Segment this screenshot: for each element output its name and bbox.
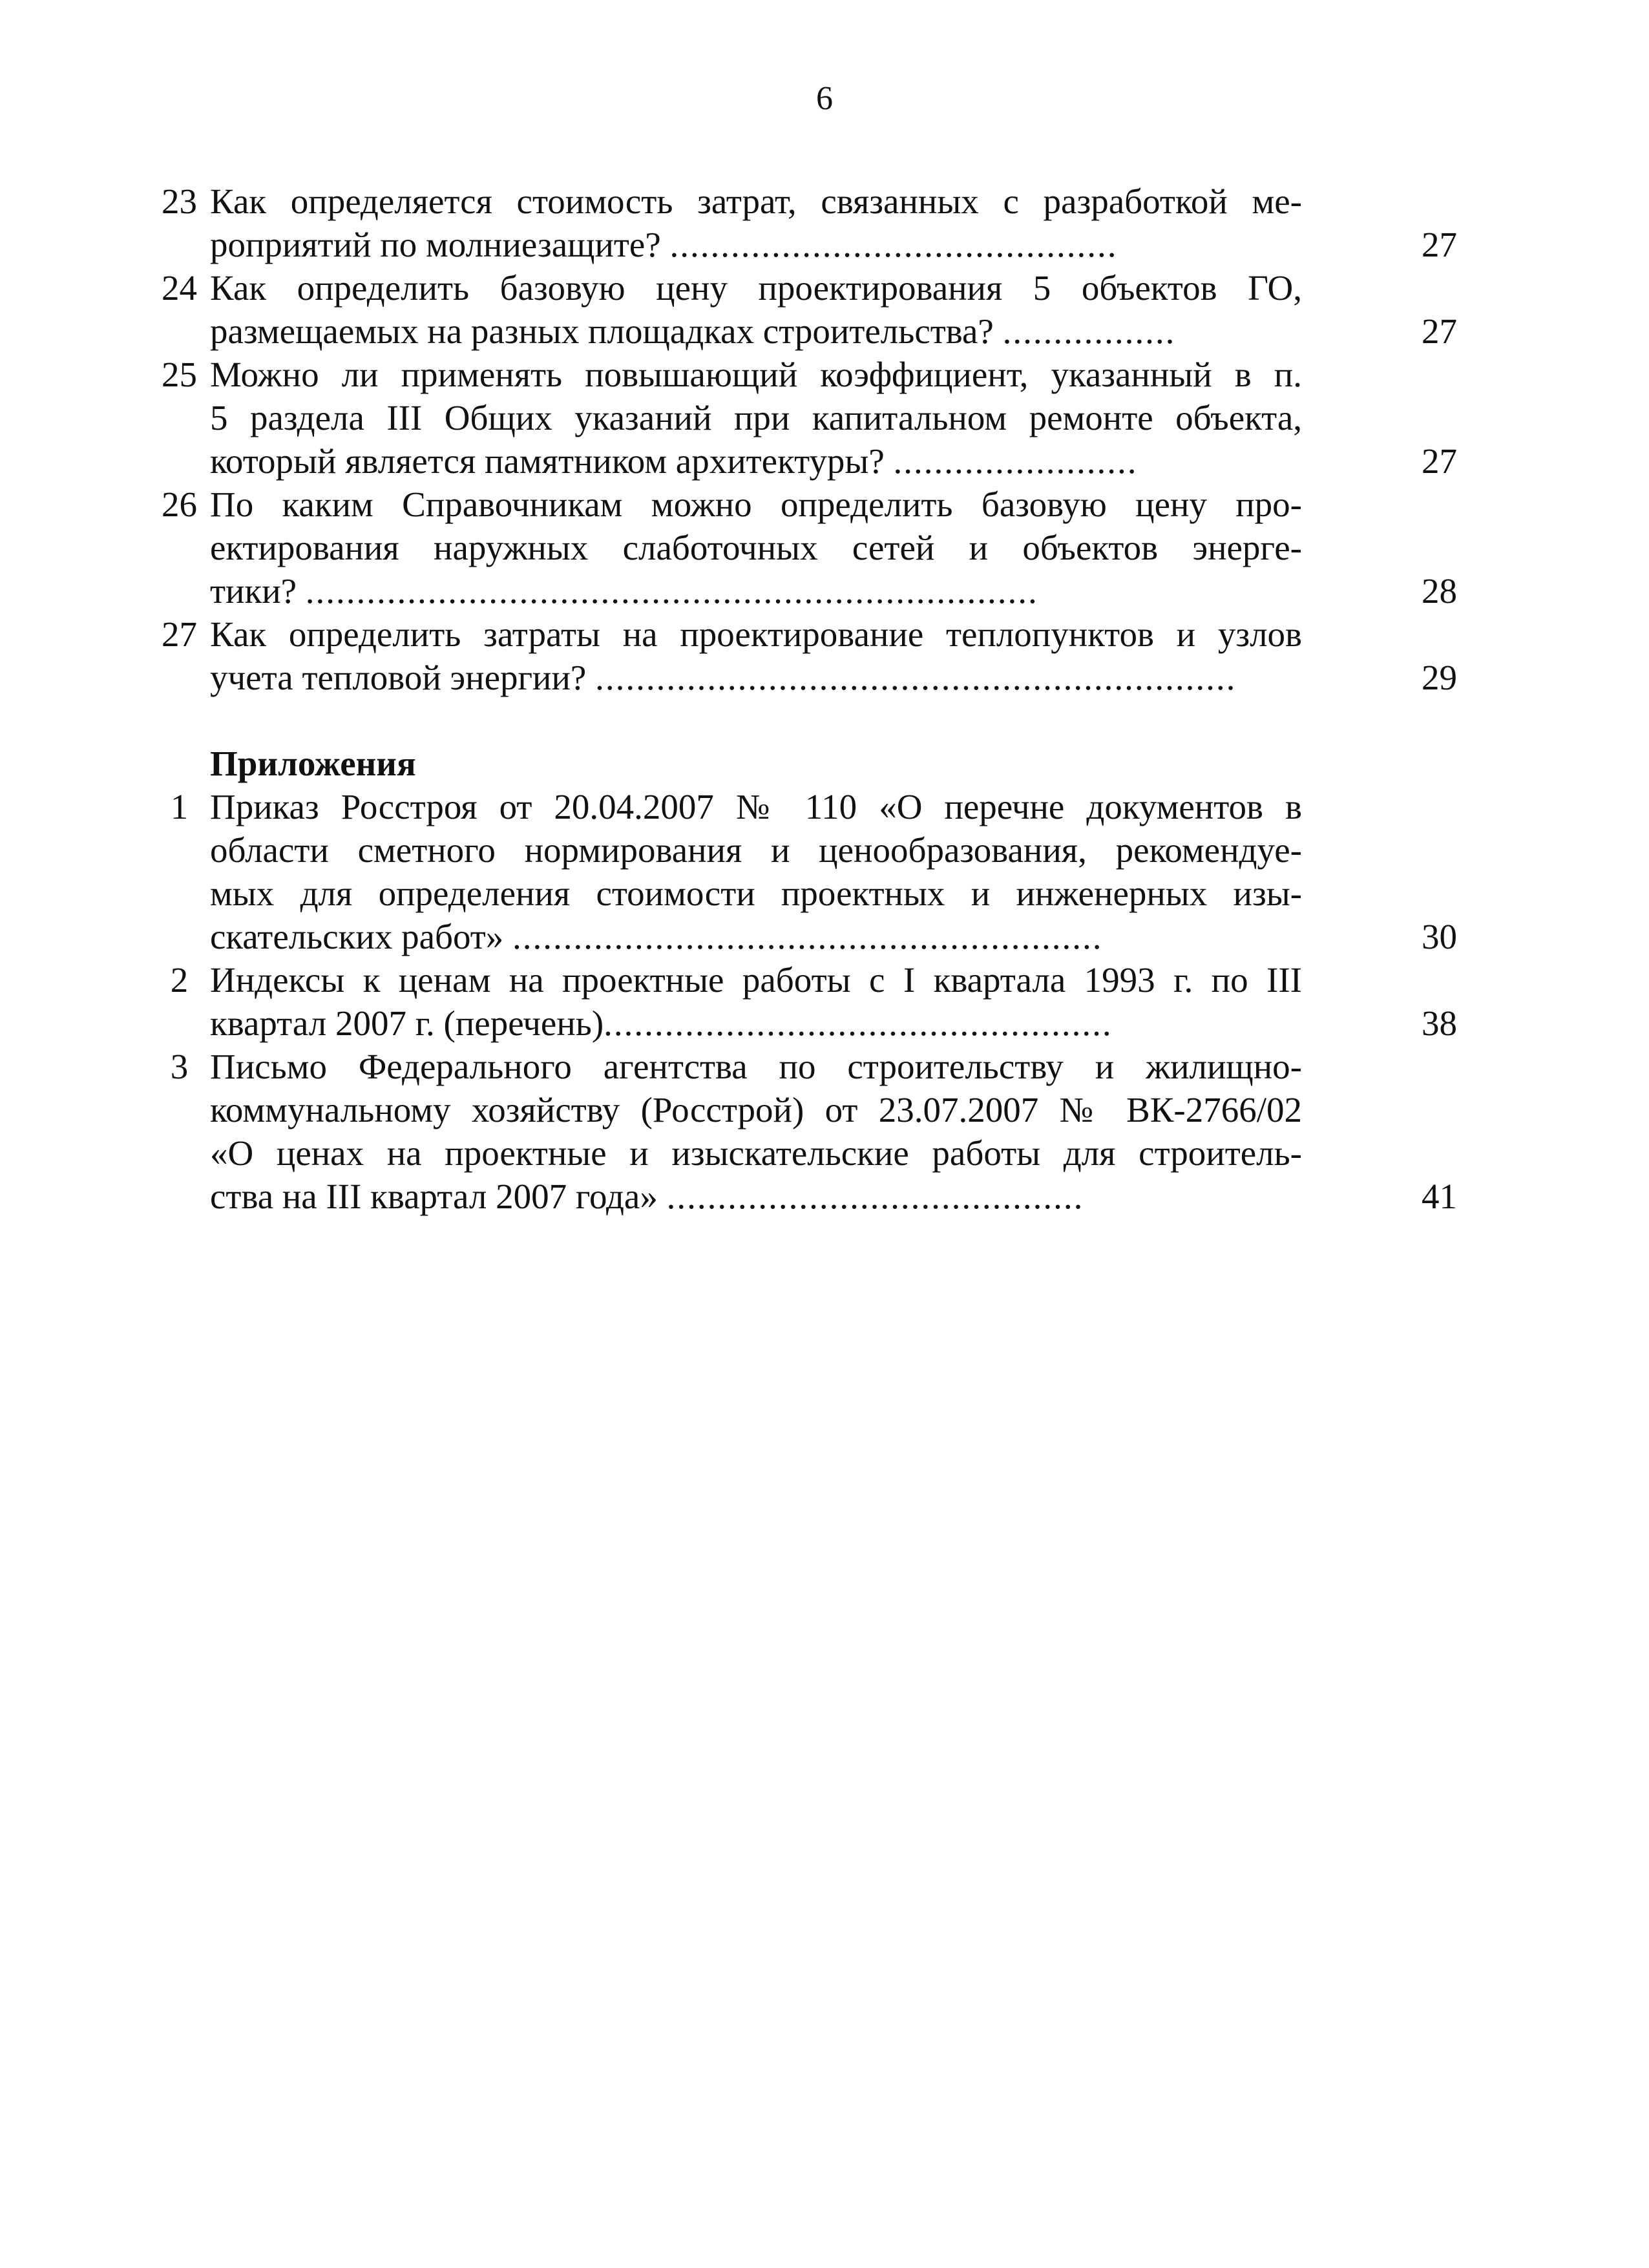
entry-number: 23 [162,182,197,221]
entry-page-number: 41 [1422,1177,1457,1216]
toc-question-entry [149,266,1460,353]
entry-title-line [210,613,1302,656]
entry-title [210,785,1302,958]
entry-title-text: Как определить базовую цену проектирования 5 объектов ГО, [210,268,1302,308]
entry-title-line [210,1045,1302,1088]
entry-number: 24 [162,268,197,308]
entry-title-text: ства на III квартал 2007 года» [210,1177,667,1216]
entry-page-number: 27 [1422,225,1457,264]
dot-leader: ............................................ [669,225,1118,264]
entry-title-text: квартал 2007 г. (перечень) [210,1003,604,1043]
entry-number: 27 [162,614,197,654]
dot-leader: .................................................. [604,1003,1113,1043]
entry-title-line [210,656,1302,699]
entry-title-line [210,915,1302,958]
entry-title-line [210,1131,1302,1175]
entry-page-number: 27 [1422,311,1457,351]
appendix-list [149,785,1460,1218]
entry-title-line [210,828,1302,872]
entry-number: 3 [170,1047,189,1086]
entry-title-line [210,180,1302,223]
entry-title-text: «О ценах на проектные и изыскательские работы для строитель- [210,1133,1302,1173]
entry-title-line [210,526,1302,569]
appendix-heading: Приложения [210,744,416,783]
entry-title-line [210,310,1302,353]
entry-title-text: Как определяется стоимость затрат, связанных с разработкой ме- [210,182,1302,221]
entry-title-text: Приказ Росстроя от 20.04.2007 № 110 «О перечне документов в [210,787,1302,826]
entry-title-line [210,439,1302,483]
entry-title-text: 5 раздела III Общих указаний при капитальном ремонте объекта, [210,398,1302,437]
entry-title-text: размещаемых на разных площадках строительства? [210,311,1003,351]
entry-title [210,958,1302,1045]
entry-title-line [210,266,1302,310]
entry-title-text: Индексы к ценам на проектные работы с I квартала 1993 г. по III [210,960,1302,1000]
entry-number: 1 [170,787,189,826]
toc-appendix-entry [149,785,1460,958]
entry-title-text: который является памятником архитектуры? [210,441,894,481]
entry-title-line [210,1175,1302,1218]
dot-leader: .......................................................... [512,917,1103,956]
toc-question-entry [149,613,1460,699]
table-of-contents [149,180,1460,1218]
entry-title-text: мых для определения стоимости проектных и инженерных изы- [210,874,1302,913]
entry-title-text: роприятий по молниезащите? [210,225,670,264]
entry-title-line [210,223,1302,266]
toc-appendix-entry [149,1045,1460,1218]
entry-title-line [210,569,1302,613]
entry-title-line [210,785,1302,828]
dot-leader: ........................ [893,441,1138,481]
entry-page-number: 29 [1422,658,1457,697]
toc-appendix-entry [149,958,1460,1045]
entry-page-number: 27 [1422,441,1457,481]
dot-leader: ......................................... [666,1177,1084,1216]
entry-page-number: 28 [1422,571,1457,611]
entry-page-number: 38 [1422,1003,1457,1043]
entry-title-line [210,958,1302,1002]
entry-title-text: Можно ли применять повышающий коэффициент, указанный в п. [210,355,1302,394]
toc-question-entry [149,483,1460,613]
entry-title [210,483,1302,613]
entry-title [210,353,1302,483]
entry-title-line [210,353,1302,396]
entry-title-line [210,483,1302,526]
dot-leader: ............................................................... [595,658,1237,697]
entry-title-text: скательских работ» [210,917,513,956]
entry-title-text: ектирования наружных слаботочных сетей и объектов энерге- [210,528,1302,567]
entry-title-line [210,396,1302,439]
entry-title-line [210,872,1302,915]
dot-leader: ................. [1002,311,1176,351]
entry-title-text: области сметного нормирования и ценообразования, рекомендуе- [210,830,1302,870]
entry-title-line [210,1088,1302,1131]
entry-number: 26 [162,485,197,524]
entry-page-number: 30 [1422,917,1457,956]
entry-title [210,180,1302,266]
entry-number: 25 [162,355,197,394]
entry-title-text: По каким Справочникам можно определить базовую цену про- [210,485,1302,524]
toc-question-entry [149,353,1460,483]
entry-title-text: коммунальному хозяйству (Росстрой) от 23.07.2007 № ВК-2766/02 [210,1090,1302,1129]
entry-title [210,266,1302,353]
toc-question-entry [149,180,1460,266]
dot-leader: ........................................................................ [305,571,1038,611]
page-number: 6 [816,80,833,117]
entry-title-text: учета тепловой энергии? [210,658,596,697]
entry-title-text: Письмо Федерального агентства по строительству и жилищно- [210,1047,1302,1086]
question-list [149,180,1460,699]
entry-number: 2 [170,960,189,1000]
entry-title [210,1045,1302,1218]
entry-title-text: тики? [210,571,306,611]
entry-title-line [210,1002,1302,1045]
entry-title-text: Как определить затраты на проектирование теплопунктов и узлов [210,614,1302,654]
entry-title [210,613,1302,699]
